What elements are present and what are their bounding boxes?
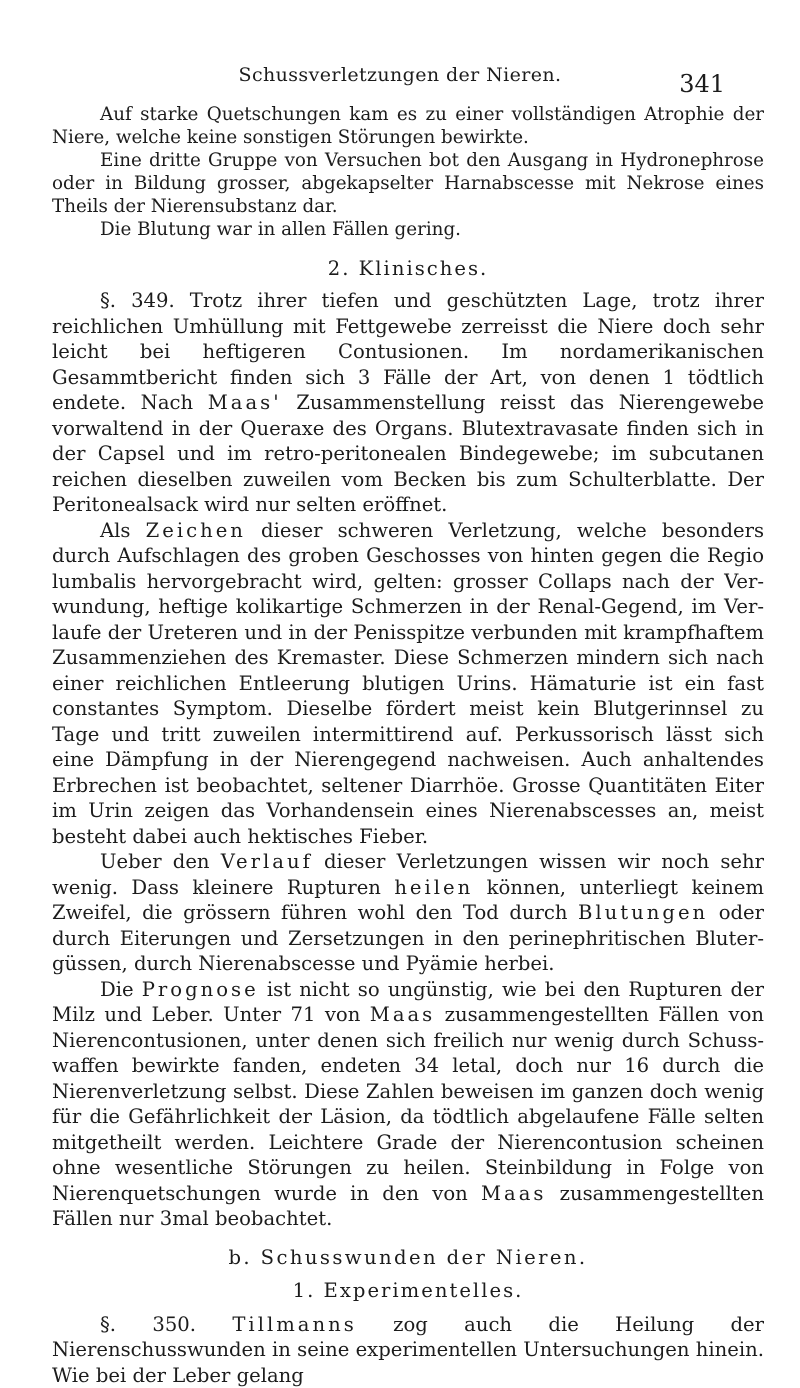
paragraph-350 [52, 1312, 764, 1388]
text-run: Ueber den [100, 850, 221, 873]
section-klinisches [52, 288, 764, 1232]
author-maas: Maas [481, 1182, 546, 1205]
paragraph-zeichen [52, 518, 764, 850]
heading-experimentelles: 1. Experimentelles. [52, 1279, 764, 1302]
section-experiments-end [52, 103, 764, 241]
keyword-heilen: heilen [394, 876, 473, 899]
author-maas: Maas [370, 1003, 435, 1026]
running-head: Schussverletzungen der Nieren. [0, 64, 800, 86]
author-tillmanns: Tillmanns [232, 1313, 356, 1336]
paragraph-blutung: Die Blutung war in allen Fällen gering. [52, 218, 764, 241]
text-run: können, unterliegt keinem Zweifel, die grössern führen wohl den Tod durch [52, 876, 764, 925]
text-run: dieser Verletzungen wissen wir noch sehr wenig. Dass kleinere Rupturen [52, 850, 764, 899]
text-run: §. 350. [100, 1313, 232, 1336]
text-run: §. 349. Trotz ihrer tiefen und geschützten Lage, trotz ihrer reichlichen Umhüllung mit Fettgewebe zerreisst die Niere doch sehr leicht bei heftigeren Contusionen. Im nordamerikanischen Gesammtbericht finden sich 3 Fälle der Art, von denen 1 tödtlich endete. Nach [52, 289, 764, 414]
keyword-zeichen: Zeichen [146, 519, 246, 542]
keyword-verlauf: Verlauf [221, 850, 313, 873]
text-run: Die [100, 978, 142, 1001]
text-run: ist nicht so ungünstig, wie bei den Rupturen der Milz und Leber. Unter 71 von [52, 978, 764, 1027]
page-body [52, 103, 764, 1388]
page-number: 341 [679, 70, 725, 98]
paragraph-349 [52, 288, 764, 518]
text-run: zusammengestellten Fällen von Nierencontusionen, unter denen sich freilich nur wenig durch Schuss-waffen bewirkte fanden, endeten 34 letal, doch nur 16 durch die Nierenverletzung selbst. Diese Zahlen beweisen im ganzen doch wenig für die Gefährlichkeit der Läsion, da tödtlich abgelaufene Fälle selten mitgetheilt werden. Leichtere Grade der Nierencontusion scheinen ohne wesentliche Störungen zu heilen. Steinbildung in Folge von Nierenquetschungen wurde in den von [52, 1003, 764, 1205]
text-run: dieser schweren Verletzung, welche besonders durch Aufschlagen des groben Geschosses von hinten gegen die Regio lumbalis hervorgebracht wird, gelten: grosser Collaps nach der Ver-wundung, heftige kolikartige Schmerzen in der Renal-Gegend, im Ver-laufe der Ureteren und in der Penisspitze verbunden mit krampfhaftem Zusammenziehen des Kremaster. Diese Schmerzen mindern sich nach einer reichlichen Entleerung blutigen Urins. Hämaturie ist ein fast constantes Symptom. Dieselbe fördert meist kein Blutgerinnsel zu Tage und tritt zuweilen intermittirend auf. Perkussorisch lässt sich eine Dämpfung in der Nierengegend nachweisen. Auch anhaltendes Erbrechen ist beobachtet, seltener Diarrhöe. Grosse Quantitäten Eiter im Urin zeigen das Vorhandensein eines Nierenabscesses an, meist besteht dabei auch hektisches Fieber. [52, 519, 764, 848]
text-run: zog auch die Heilung der Nierenschusswunden in seine experimentellen Untersuchungen hinein. Wie bei der Leber gelang [52, 1313, 764, 1387]
text-run: zusammengestellten Fällen nur 3mal beobachtet. [52, 1182, 764, 1231]
keyword-prognose: Prognose [142, 978, 259, 1001]
heading-schusswunden: b. Schusswunden der Nieren. [52, 1246, 764, 1269]
text-run: Zusammenstellung reisst das Nierengewebe vorwaltend in der Queraxe des Organs. Blutextravasate finden sich in der Capsel und im retro-peritonealen Bindegewebe; im subcutanen reichen dieselben zuweilen vom Becken bis zum Schulterblatte. Der Peritonealsack wird nur selten eröffnet. [52, 391, 764, 516]
text-run: oder durch Eiterungen und Zersetzungen in den perinephritischen Bluter-güssen, durch Nierenabscesse und Pyämie herbei. [52, 901, 764, 975]
keyword-blutungen: Blutungen [578, 901, 708, 924]
paragraph-hydronephrose: Eine dritte Gruppe von Versuchen bot den Ausgang in Hydronephrose oder in Bildung grosser, abgekapselter Harnabscesse mit Nekrose eines Theils der Nierensubstanz dar. [52, 149, 764, 218]
paragraph-prognose [52, 977, 764, 1232]
author-maas: Maas' [208, 391, 282, 414]
paragraph-verlauf [52, 849, 764, 977]
section-experimentelles [52, 1312, 764, 1388]
text-run: Als [100, 519, 146, 542]
paragraph-atrophie: Auf starke Quetschungen kam es zu einer vollständigen Atrophie der Niere, welche keine sonstigen Störungen bewirkte. [52, 103, 764, 149]
heading-klinisches: 2. Klinisches. [52, 257, 764, 280]
